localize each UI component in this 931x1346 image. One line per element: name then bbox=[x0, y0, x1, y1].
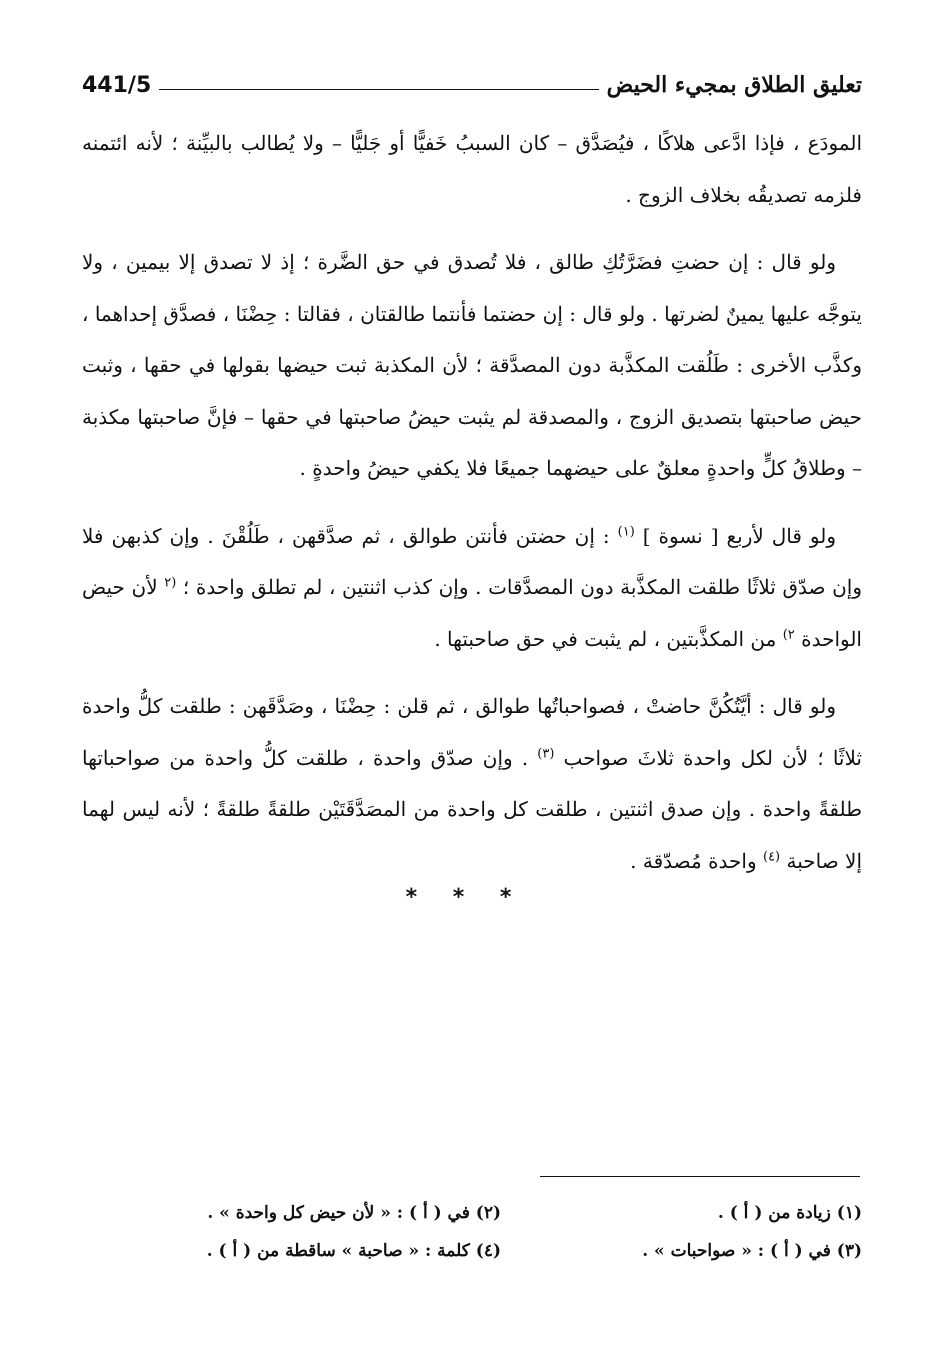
footnote-ref-1[interactable]: (١) bbox=[617, 523, 635, 539]
paragraph-text: من المكذَّبتين ، لم يثبت في حق صاحبتها . bbox=[434, 626, 783, 651]
paragraph-text: . وإن صدّق واحدة ، طلقت كلُّ واحدة من صواحباتها طلقةً واحدة . وإن صدق اثنتين ، طلقت كل واحدة من المصَدَّقَتَيْن طلقةً طلقةً ؛ لأنه ليس لهما إلا صاحبة bbox=[82, 745, 862, 873]
paragraph-text: واحدة مُصدّقة . bbox=[630, 848, 763, 873]
paragraph-2 bbox=[82, 237, 862, 495]
paragraph-3 bbox=[82, 511, 862, 666]
paragraph-text: المودَع ، فإذا ادَّعى هلاكًا ، فيُصَدَّق – كان السببُ خَفيًّا أو جَليًّا – ولا يُطالب بالبيِّنة ؛ لأنه ائتمنه فلزمه تصديقُه بخلاف الزوج . bbox=[82, 131, 862, 207]
header-rule bbox=[159, 89, 598, 90]
paragraph-text: لأن حيض الواحدة bbox=[82, 575, 862, 651]
page-number: 441/5 bbox=[82, 73, 152, 98]
paragraph-text: ولو قال لأربع [ نسوة ] bbox=[634, 523, 836, 548]
paragraph-text: : إن حضتن فأنتن طوالق ، ثم صدَّقهن ، طَلُقْنَ . وإن كذبهن فلا وإن صدّق ثلاثًا طلقت المكذَّبة دون المصدَّقات . وإن كذب اثنتين ، لم تطلق واحدة ؛ bbox=[82, 523, 862, 599]
footnote-ref-2-open[interactable]: (٢ bbox=[164, 575, 177, 591]
paragraph-4 bbox=[82, 681, 862, 887]
footnote-3: (٣) في ( أ ) : « صواحبات » . bbox=[642, 1241, 862, 1261]
footnote-separator bbox=[540, 1176, 860, 1177]
footnote-4: (٤) كلمة : « صاحبة » ساقطة من ( أ ) . bbox=[206, 1241, 501, 1261]
paragraph-text: ولو قال : إن حضتِ فضَرَّتُكِ طالق ، فلا تُصدق في حق الضَّرة ؛ إذ لا تصدق إلا بيمين ، ولا يتوجَّه عليها يمينٌ لضرتها . ولو قال : إن حضتما فأنتما طالقتان ، فقالتا : حِضْنَا ، فصدَّق إحداهما ، وكذَّب الأخرى : طَلُقت المكذَّبة دون المصدَّقة ؛ لأن المكذبة ثبت حيضها بقولها في حقها ، وثبت حيض صاحبتها بتصديق الزوج ، والمصدقة لم يثبت حيضُ صاحبتها في حقها – فإنَّ صاحبتها مكذبة – وطلاقُ كلٍّ واحدةٍ معلقٌ على حيضهما جميعًا فلا يكفي حيضُ واحدةٍ . bbox=[82, 250, 862, 480]
footnote-ref-2-close[interactable]: ٢) bbox=[782, 626, 795, 642]
paragraph-text: ولو قال : أيَّتُكُنَّ حاضتْ ، فصواحباتُها طوالق ، ثم قلن : حِضْنَا ، وصَدَّقَهن : طلقت كلُّ واحدة ثلاثًا ؛ لأن لكل واحدة ثلاثَ صواحب bbox=[82, 694, 862, 770]
footnote-ref-4[interactable]: (٤) bbox=[762, 848, 781, 864]
section-ornament: * * * bbox=[405, 885, 526, 910]
header-title: تعليق الطلاق بمجيء الحيض bbox=[606, 72, 862, 98]
footnote-2: (٢) في ( أ ) : « لأن حيض كل واحدة » . bbox=[207, 1203, 501, 1223]
footnote-ref-3[interactable]: (٣) bbox=[537, 745, 555, 761]
running-header bbox=[82, 58, 862, 98]
paragraph-1 bbox=[82, 118, 862, 221]
footnotes bbox=[140, 1200, 862, 1264]
footnote-1: (١) زيادة من ( أ ) . bbox=[717, 1203, 862, 1223]
body-text bbox=[82, 118, 862, 903]
